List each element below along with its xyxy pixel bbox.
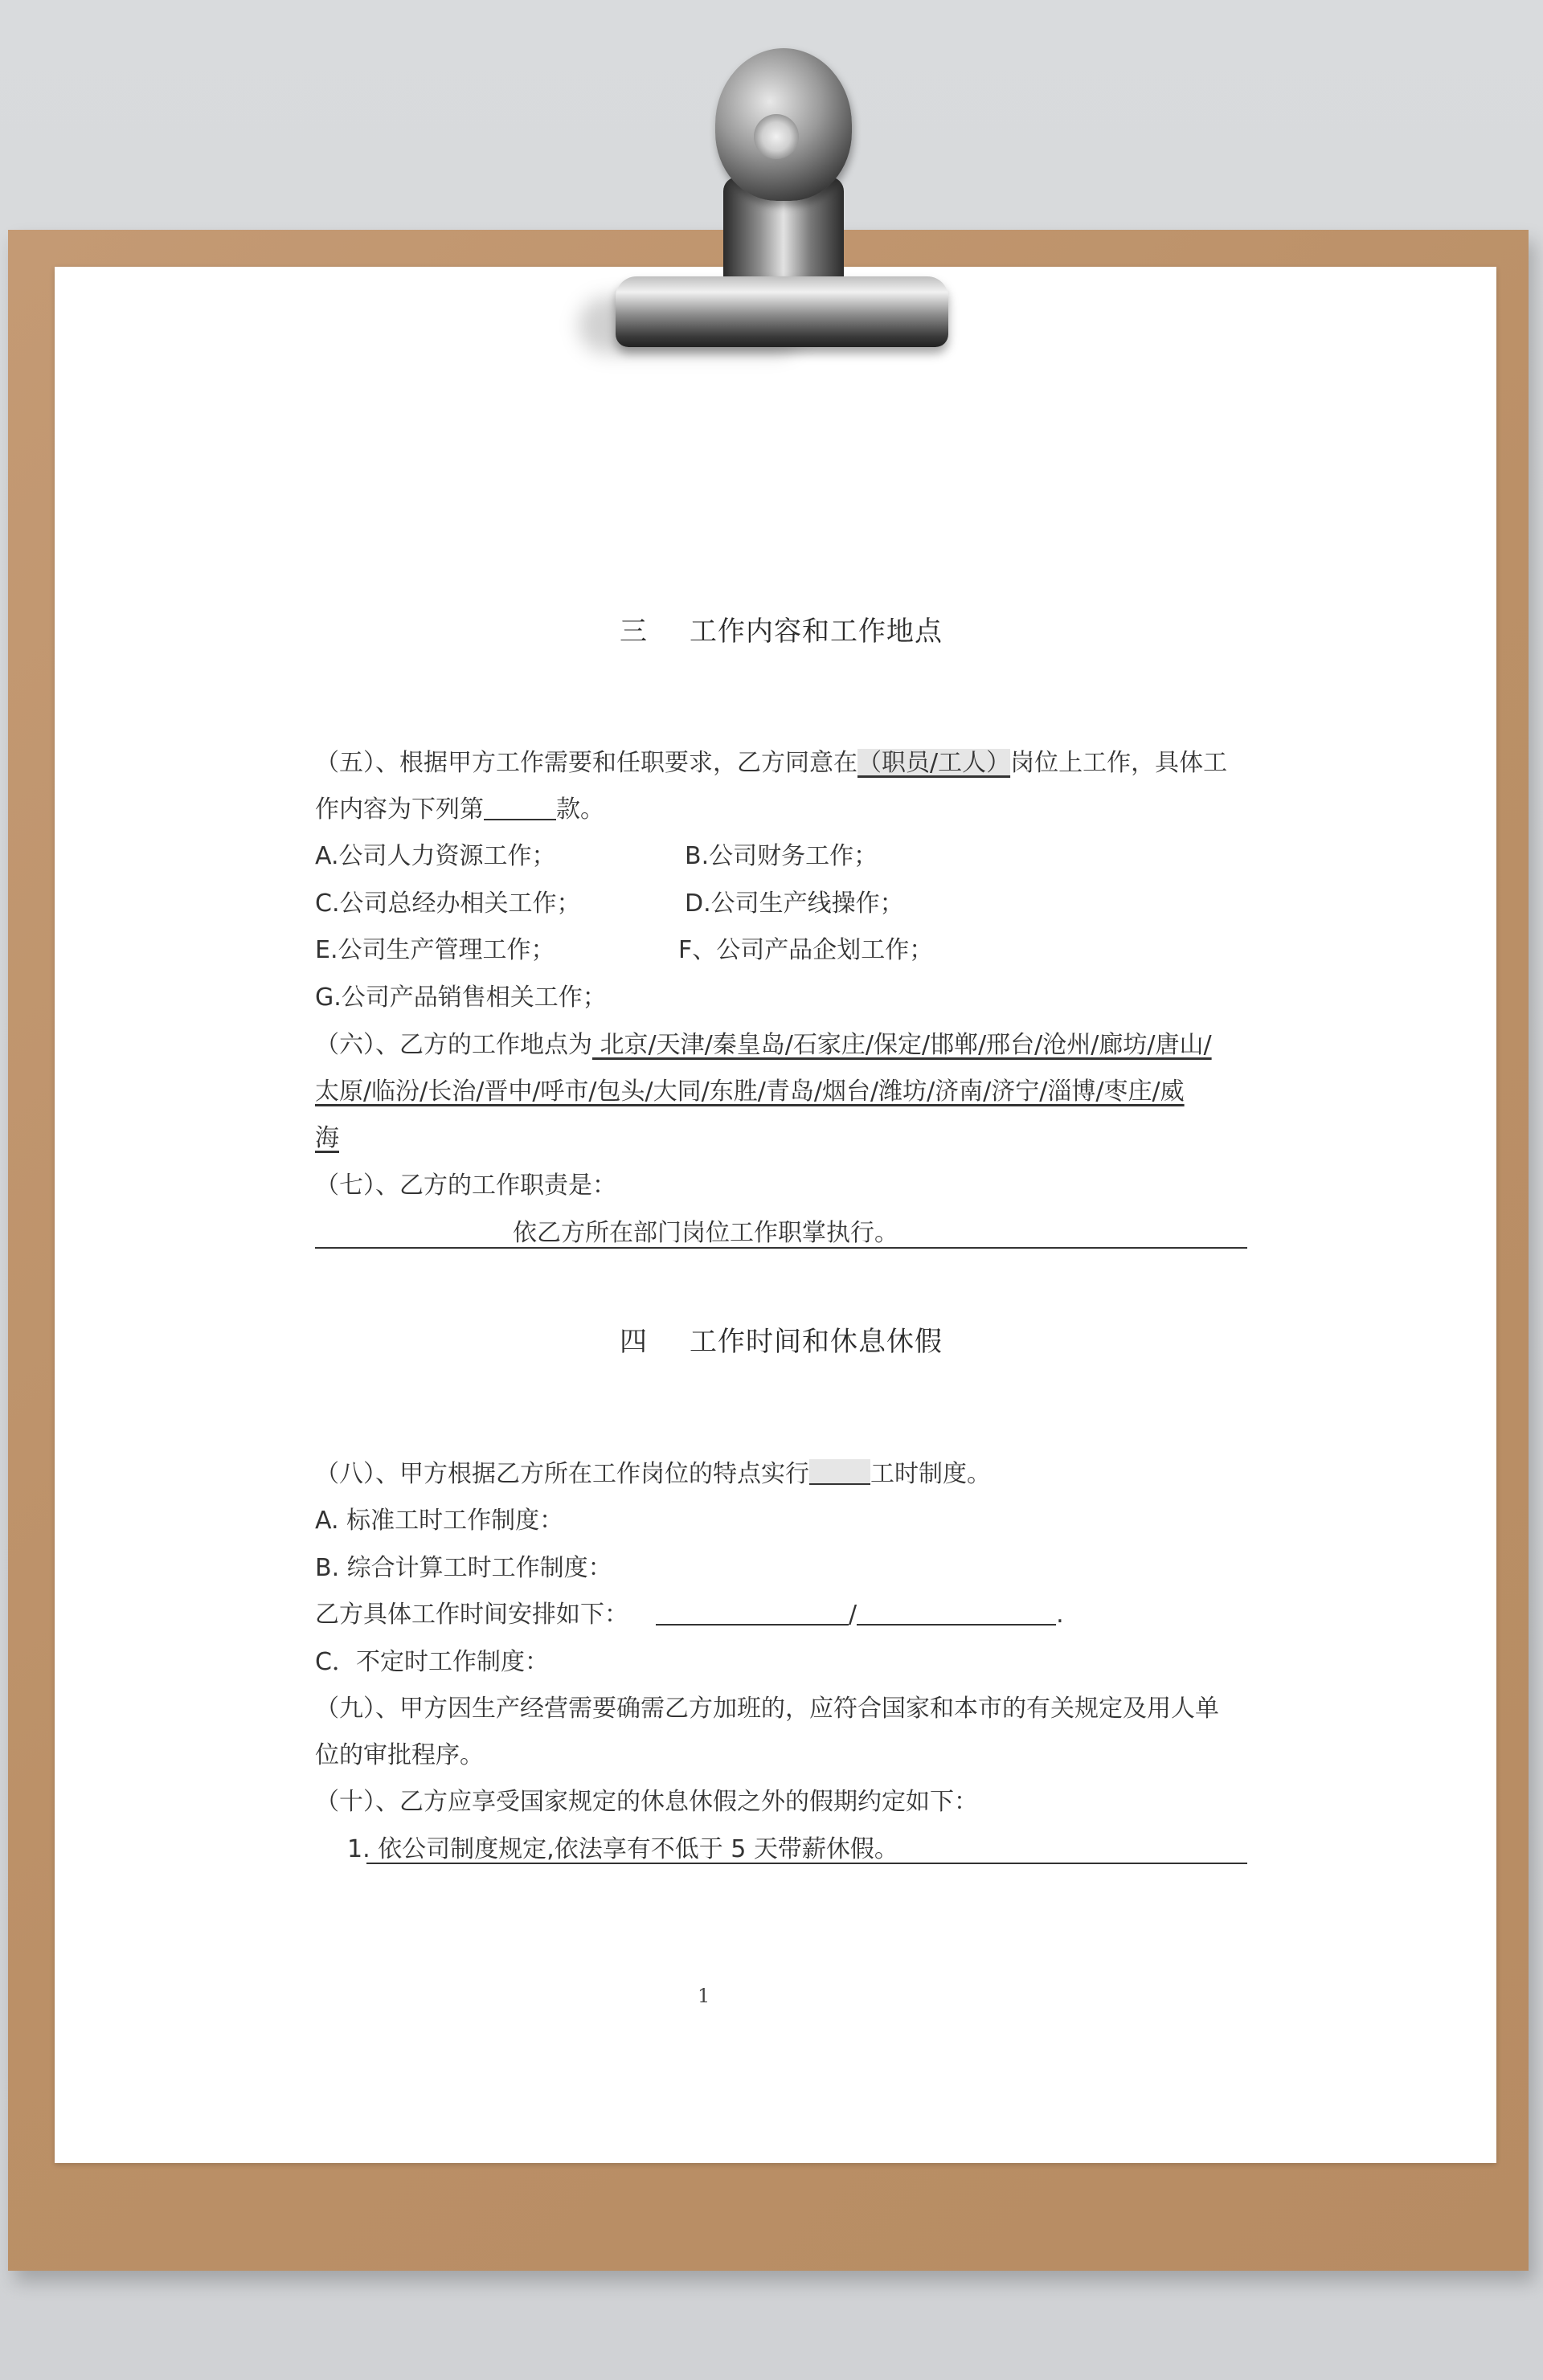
section-heading-3 xyxy=(315,609,1247,648)
clause-8-b xyxy=(315,1545,1247,1592)
clause-8-a xyxy=(315,1498,1247,1544)
clause-5-line2-prefix: 作内容为下列第 xyxy=(315,795,484,824)
clause-10-item-number: 1. xyxy=(347,1835,370,1863)
clause-8-prefix: （八）、甲方根据乙方所在工作岗位的特点实行 xyxy=(315,1460,809,1488)
schedule-dot: . xyxy=(1056,1601,1064,1629)
option-g: G.公司产品销售相关工作； xyxy=(315,983,607,1012)
clause-10-item-text: 依公司制度规定,依法享有不低于 5 天带薪休假。 xyxy=(370,1835,898,1863)
clause-7-label-text: （七）、乙方的工作职责是： xyxy=(315,1172,616,1200)
options-row-ef xyxy=(315,927,1247,974)
clause-6-line-1 xyxy=(315,1022,1247,1069)
clause-5-prefix: （五）、根据甲方工作需要和任职要求，乙方同意在 xyxy=(315,749,857,777)
clause-5-position: （职员/工人） xyxy=(857,749,1011,777)
item-number-blank xyxy=(484,795,556,820)
clause-9-line-2 xyxy=(315,1732,1247,1779)
clause-6-cities-3: 海 xyxy=(315,1124,339,1152)
clause-8-c xyxy=(315,1639,1247,1686)
clause-10-item-1 xyxy=(315,1826,1247,1873)
option-f: F、公司产品企划工作； xyxy=(678,936,934,964)
clip-hole xyxy=(754,114,799,159)
clause-9-line-1 xyxy=(315,1686,1247,1732)
clause-8-schedule xyxy=(315,1592,1247,1638)
schedule-blank-start xyxy=(656,1600,849,1626)
clause-6-line-2 xyxy=(315,1069,1247,1115)
section-title: 工作内容和工作地点 xyxy=(690,615,943,648)
options-row-g xyxy=(315,975,1247,1021)
clause-6-line-3 xyxy=(315,1115,1247,1162)
clause-10-label-text: （十）、乙方应享受国家规定的休息休假之外的假期约定如下： xyxy=(315,1788,978,1816)
clause-6-prefix: （六）、乙方的工作地点为 xyxy=(315,1031,592,1059)
schedule-slash: / xyxy=(849,1601,857,1629)
clause-7-duty-text: 依乙方所在部门岗位工作职掌执行。 xyxy=(513,1219,898,1247)
option-d: D.公司生产线操作； xyxy=(685,889,904,918)
clause-8-c-text: C．不定时工作制度： xyxy=(315,1648,549,1676)
clause-7-underline xyxy=(315,1247,1247,1249)
section-title: 工作时间和休息休假 xyxy=(690,1326,943,1358)
clause-5-line-1 xyxy=(315,740,1247,787)
clause-7-duty xyxy=(315,1210,1247,1257)
page-number: 1 xyxy=(698,1985,710,2007)
clause-9-text-1: （九）、甲方因生产经营需要确需乙方加班的，应符合国家和本市的有关规定及用人单 xyxy=(315,1695,1219,1723)
option-c: C.公司总经办相关工作； xyxy=(315,889,581,918)
schedule-blank-end xyxy=(857,1600,1056,1626)
clause-9-text-2: 位的审批程序。 xyxy=(315,1741,484,1769)
clause-5-suffix: 岗位上工作，具体工 xyxy=(1010,749,1228,777)
options-row-cd xyxy=(315,881,1247,927)
clause-8-b-text: B. 综合计算工时工作制度： xyxy=(315,1554,612,1582)
clause-5-line2-suffix: 款。 xyxy=(556,795,604,824)
section-number: 三 xyxy=(620,615,648,648)
section-heading-4 xyxy=(315,1319,1247,1359)
binder-clip xyxy=(579,48,948,354)
option-e: E.公司生产管理工作； xyxy=(315,936,555,964)
clause-8-suffix: 工时制度。 xyxy=(870,1460,991,1488)
work-hours-blank xyxy=(809,1459,870,1485)
schedule-label: 乙方具体工作时间安排如下： xyxy=(315,1601,628,1629)
options-row-ab xyxy=(315,833,1247,880)
clause-8-a-text: A. 标准工时工作制度： xyxy=(315,1507,564,1535)
clip-base xyxy=(616,276,948,347)
option-b: B.公司财务工作； xyxy=(685,842,878,870)
clause-6-cities-1: 北京/天津/秦皇岛/石家庄/保定/邯郸/邢台/沧州/廊坊/唐山/ xyxy=(592,1031,1212,1059)
clause-7-label xyxy=(315,1163,1247,1209)
clause-5-line-2 xyxy=(315,787,1247,833)
option-a: A.公司人力资源工作； xyxy=(315,842,556,870)
clause-10-underline xyxy=(366,1863,1247,1864)
clause-8-line xyxy=(315,1451,1247,1498)
clause-6-cities-2: 太原/临汾/长治/晋中/呼市/包头/大同/东胜/青岛/烟台/潍坊/济南/济宁/淄博/枣庄/威 xyxy=(315,1078,1185,1106)
section-number: 四 xyxy=(620,1326,648,1358)
clause-10-label xyxy=(315,1779,1247,1826)
